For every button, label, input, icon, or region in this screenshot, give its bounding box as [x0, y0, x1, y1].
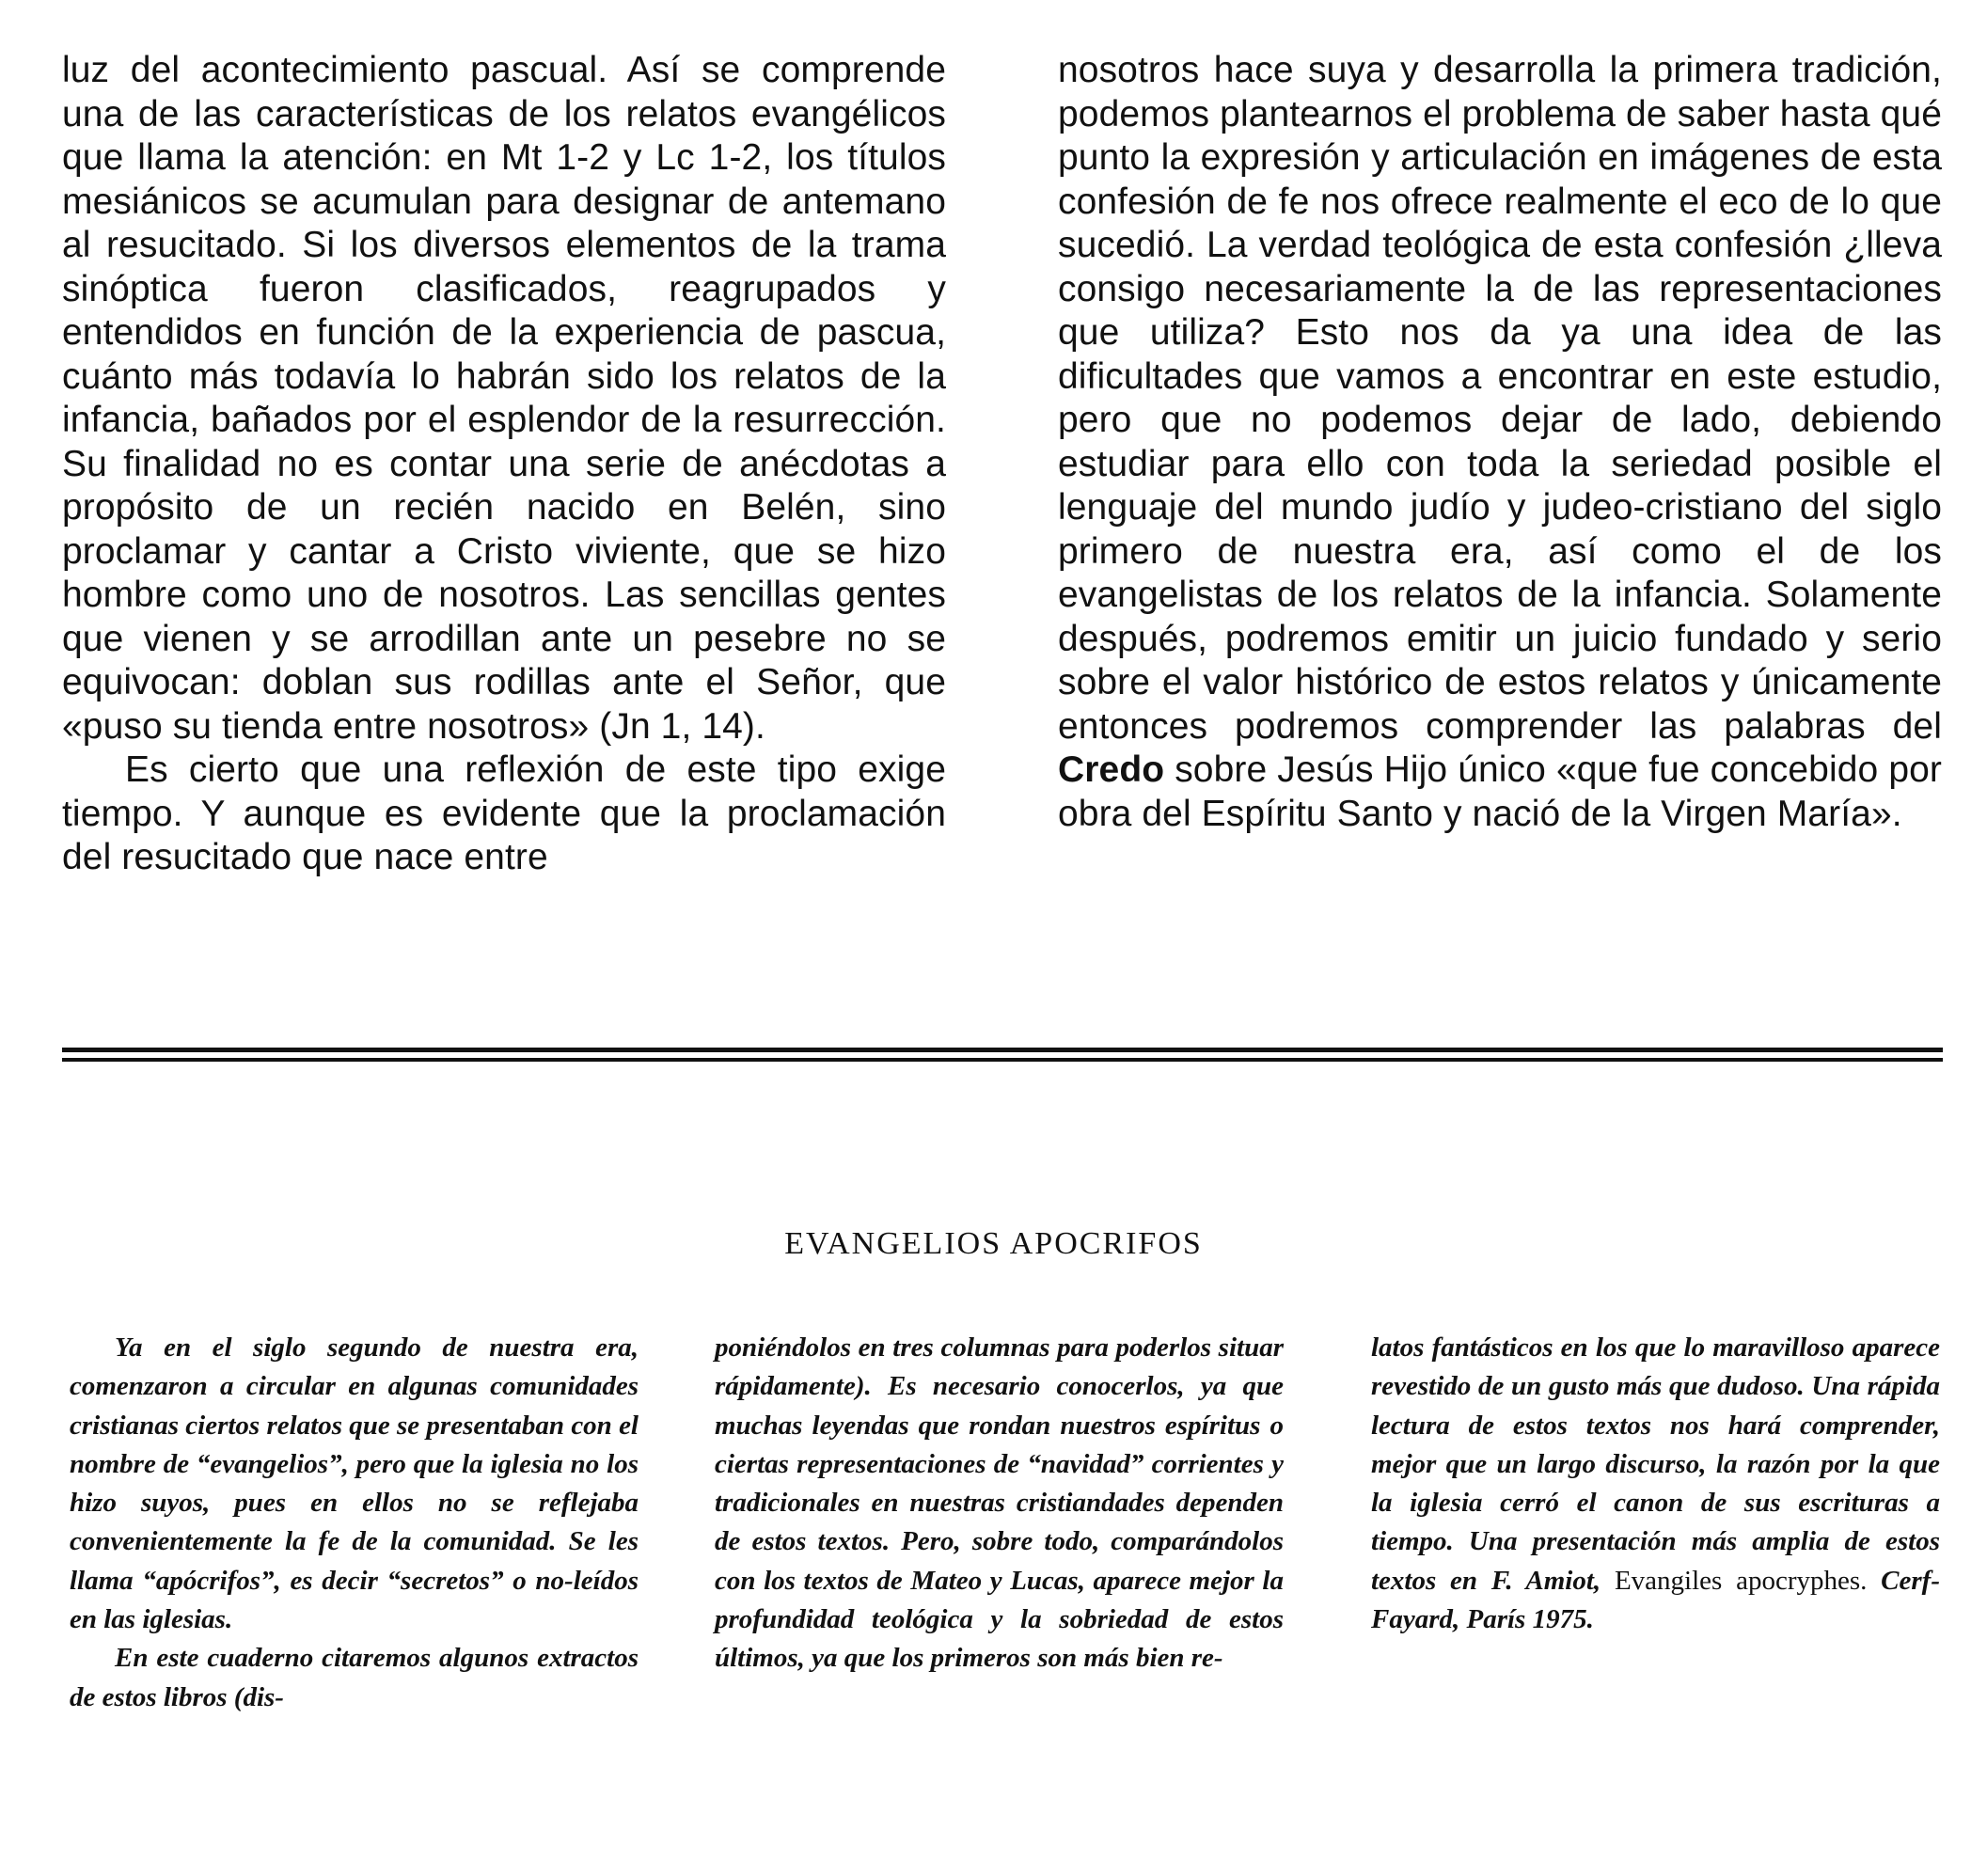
credo-bold-word: Credo — [1058, 749, 1165, 790]
sidebar-paragraph: poniéndolos en tres columnas para poderlos situar rápidamente). Es necesario conocerlos, ya que muchas leyendas que rondan nuestros espíritus o ciertas representaciones de “navidad” corrientes y tradicionales en nuestras cristiandades dependen de estos textos. Pero, sobre todo, comparándolos con los textos de Mateo y Lucas, aparece mejor la profundidad teológica y la sobriedad de estos últimos, ya que los primeros son más bien re- — [715, 1332, 1284, 1674]
body-column-left — [62, 49, 946, 880]
divider-rule-bottom — [62, 1058, 1943, 1062]
sidebar-column-2 — [715, 1329, 1284, 1679]
sidebar-paragraph — [1371, 1329, 1940, 1639]
divider-rule-top — [62, 1048, 1943, 1052]
body-column-right — [1058, 49, 1942, 836]
sidebar-column-3 — [1371, 1329, 1940, 1639]
sidebar-text: latos fantásticos en los que lo maravilloso aparece revestido de un gusto más que dudoso. Una rápida lectura de estos textos nos hará comprender, mejor que un largo discurso, la razón por la que la iglesia cerró el canon de sus escrituras a tiempo. Una presentación más amplia de estos textos en F. Amiot, — [1371, 1332, 1940, 1596]
book-title: Evangiles apocryphes. — [1614, 1565, 1868, 1596]
body-paragraph: Es cierto que una reflexión de este tipo exige tiempo. Y aunque es evidente que la proclamación del resucitado que nace entre — [62, 749, 946, 877]
sidebar-heading: EVANGELIOS APOCRIFOS — [784, 1226, 1203, 1261]
body-text: nosotros hace suya y desarrolla la primera tradición, podemos plantearnos el problema de saber hasta qué punto la expresión y articulación en imágenes de esta confesión de fe nos ofrece realmente el eco de lo que sucedió. La verdad teológica de esta confesión ¿lleva consigo necesariamente la de las representaciones que utiliza? Esto nos da ya una idea de las dificultades que vamos a encontrar en este estudio, pero que no podemos dejar de lado, debiendo estudiar para ello con toda la seriedad posible el lenguaje del mundo judío y judeo-cristiano del siglo primero de nuestra era, así como el de los evangelistas de los relatos de la infancia. Solamente después, podremos emitir un juicio fundado y serio sobre el valor histórico de estos relatos y únicamente entonces podremos comprender las palabras del — [1058, 50, 1942, 747]
body-text: sobre Jesús Hijo único «que fue concebido por obra del Espíritu Santo y nació de la Virgen María». — [1058, 749, 1942, 834]
sidebar-paragraph: Ya en el siglo segundo de nuestra era, comenzaron a circular en algunas comunidades cristianas ciertos relatos que se presentaban con el nombre de “evangelios”, pero que la iglesia no los hizo suyos, pues en ellos no se reflejaba convenientemente la fe de la comunidad. Se les llama “apócrifos”, es decir “secretos” o no-leídos en las iglesias. — [70, 1332, 639, 1635]
sidebar-column-1 — [70, 1329, 639, 1717]
body-paragraph: luz del acontecimiento pascual. Así se comprende una de las características de los relatos evangélicos que llama la atención: en Mt 1-2 y Lc 1-2, los títulos mesiánicos se acumulan para designar de antemano al resucitado. Si los diversos elementos de la trama sinóptica fueron clasificados, reagrupados y entendidos en función de la experiencia de pascua, cuánto más todavía lo habrán sido los relatos de la infancia, bañados por el esplendor de la resurrección. Su finalidad no es contar una serie de anécdotas a propósito de un recién nacido en Belén, sino proclamar y cantar a Cristo viviente, que se hizo hombre como uno de nosotros. Las sencillas gentes que vienen y se arrodillan ante un pesebre no se equivocan: doblan sus rodillas ante el Señor, que «puso su tienda entre nosotros» (Jn 1, 14). — [62, 50, 946, 747]
sidebar-paragraph: En este cuaderno citaremos algunos extractos de estos libros (dis- — [70, 1643, 639, 1712]
body-paragraph — [1058, 49, 1942, 836]
sidebar-text: Cerf-Fayard, París 1975. — [1371, 1565, 1940, 1635]
